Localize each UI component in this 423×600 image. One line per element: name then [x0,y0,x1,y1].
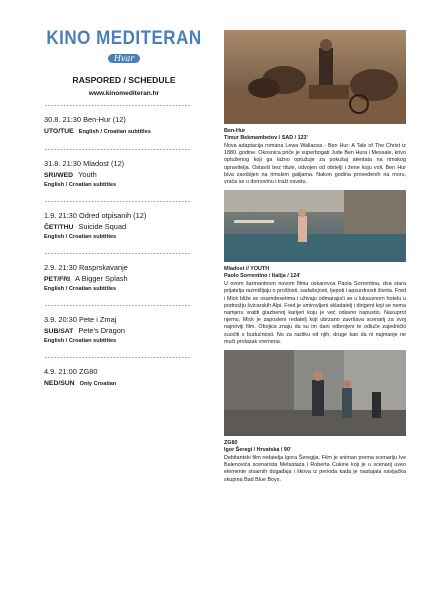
entry-datetime: 3.9. 20:30 [44,315,77,324]
ben-hur-still [224,30,406,124]
separator: ----------------------------------------------- [44,250,191,257]
feature-description: Debitantski film redatelja Igora Šeregija. Film je sniman prema scenariju Ive Balenovića scenarista Metastaza i Roberta Cukine koji je u scenarij uveo elemente stvarnih događaja i likova iz perioda kada je nastajala navijačka skupina Bad Blue Boys. [224,455,406,483]
entry-day: SUB/SAT [44,328,74,335]
schedule-entry [44,158,204,190]
schedule-column [44,28,204,398]
entry-day: NED/SUN [44,380,75,387]
entry-day: SRI/WED [44,172,74,179]
entry-film: Pete i Zmaj [78,315,117,324]
entry-language: English / Croatian subtitles [44,338,117,344]
feature-title: Mladost // YOUTH [224,266,270,273]
entry-language: English / Croatian subtitles [78,129,151,135]
entry-day: PET/FRI [44,276,71,283]
schedule-entry [44,210,204,242]
entry-language: English / Croatian subtitles [44,182,117,188]
website-link[interactable]: www.kinomediteran.hr [88,90,160,97]
separator: ----------------------------------------------- [44,302,191,309]
entry-datetime: 4.9. 21:00 [44,367,77,376]
entry-day: ČET/THU [44,224,74,231]
entry-datetime: 31.8. 21:30 [44,159,81,168]
entry-datetime: 2.9. 21:30 [44,263,77,272]
entry-original-title: Suicide Squad [78,222,127,231]
entry-datetime: 30.8. 21:30 [44,115,81,124]
feature-title: Ben-Hur [224,128,246,134]
entry-language: Only Croatian [79,381,117,387]
separator: ----------------------------------------------- [44,354,191,361]
feature-credits: Paolo Sorrentino / Italija / 124' [224,273,301,280]
zg80-still [224,350,406,436]
separator: ----------------------------------------------- [44,102,191,109]
logo-title: KINO MEDITERAN [46,26,202,49]
feature-title: ZG80 [224,440,238,447]
entry-film: Mladost (12) [83,159,125,168]
youth-still [224,190,406,262]
separator: ----------------------------------------------- [44,198,191,205]
entry-original-title: A Bigger Splash [75,274,128,283]
schedule-entry [44,114,204,138]
entry-film: Ben-Hur (12) [83,115,126,124]
schedule-entry [44,262,204,294]
entry-language: English / Croatian subtitles [44,286,117,292]
entry-film: Odred otpisanih (12) [78,211,147,220]
entry-datetime: 1.9. 21:30 [44,211,77,220]
feature-description: Nova adaptacija romana Lewa Wallacea - Ben Hur: A Tale of The Christ iz 1880. godine. Okosnica priče je superbogati Jude Ben Hura i Messale, krivo optuženog koji ga lažno optužuje za pokušaj atentata na rimskog upravitelja. Ostavši bez titule, odvojen od obitelji i žene koju voli, Ben Hur biva zarobljen na rimskim galijama. Nakon godina provedenih na moru, vraća se u domovinu i traži osvetu. [224,143,406,186]
separator: ----------------------------------------------- [44,146,191,153]
entry-film: ZG80 [78,367,98,376]
entry-original-title: Youth [78,170,97,179]
entry-day: UTO/TUE [44,128,74,135]
logo-subtitle: Hvar [108,54,140,63]
logo [44,28,204,66]
schedule-entry [44,366,204,390]
entry-language: English / Croatian subtitles [44,234,117,240]
feature-description: U ovom šarmantnom novom filmu oskarovca Paola Sorrentina, dva stara prijatelja razmišljaju o prošlosti, sadašnjosti, ljepoti i apsurdnosti života. Fred i Mick bliže se osamdesetima i uživaju odmarajući se u luksuznom hotelu u podnožju švicarskih Alpi. Fred je umirovljeni skladatelj i dirigent koji se nema namjeru vratiti glazbenoj karijeri koju je već odavno napustio. Nasuprot njemu, Mick je zaposleni redatelj koji ubrzano završava scenarij za svoj najnoviji film. Obojica znaju da su im dani odbrojeni te odluče zajednički suočiti s budućnosti. No za razliku od njih, druge kao da ni najmanje ne muči prolazak vremena. [224,281,406,345]
entry-original-title: Pete's Dragon [78,326,125,335]
schedule-entry [44,314,204,346]
feature-credits: Timur Bekmambetov / SAD / 123' [224,135,308,141]
schedule-title: RASPORED / SCHEDULE [72,75,176,85]
entry-film: Rasprskavanje [78,263,128,272]
feature-credits: Igor Šeregi / Hrvatska / 90' [224,447,292,454]
features-column [224,30,406,484]
